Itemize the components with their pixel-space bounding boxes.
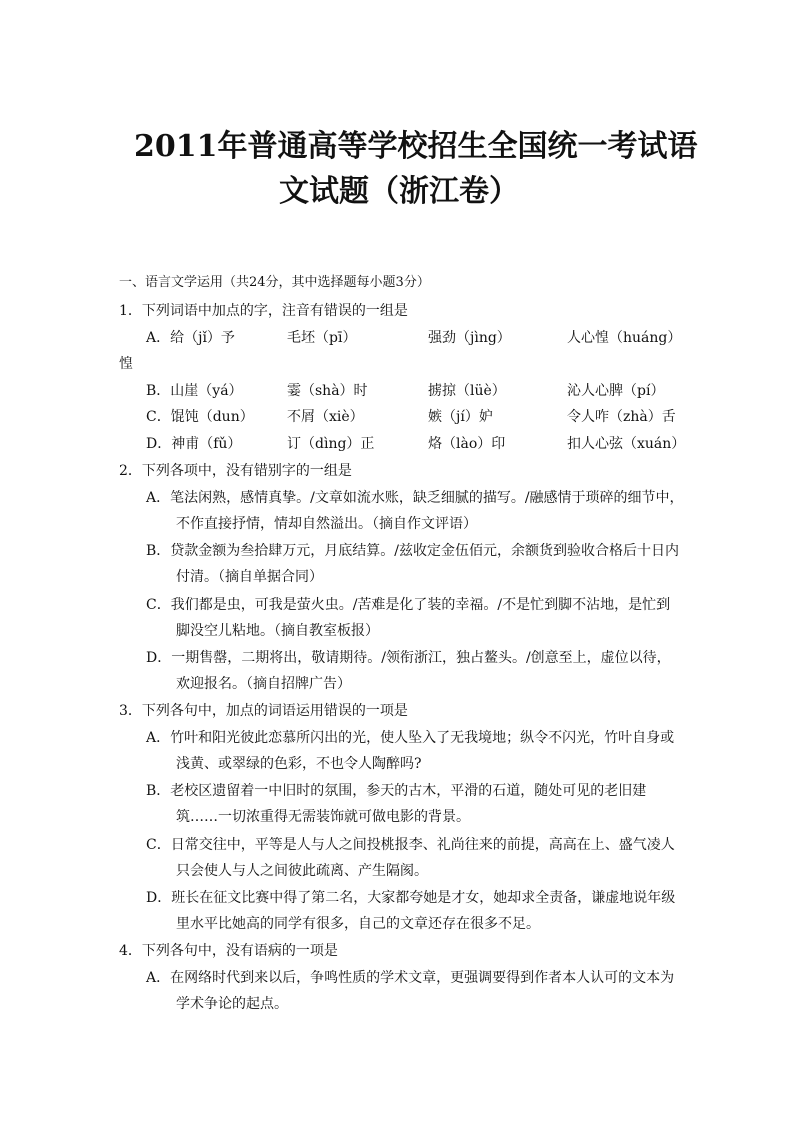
q3-option-a-cont: 浅黄、或翠绿的色彩，不也令人陶醉吗? bbox=[176, 756, 422, 772]
q3-option-b-cont: 筑……一切浓重得无需装饰就可做电影的背景。 bbox=[176, 809, 470, 825]
q1-option-d-item-3: 烙（lào）印 bbox=[428, 436, 506, 452]
q1-option-a-item-4: 人心惶（huáng） bbox=[567, 330, 682, 346]
q1-option-b-item-2: 霎（shà）时 bbox=[287, 383, 368, 399]
q4-option-a: A．在网络时代到来以后，争鸣性质的学术文章，更强调要得到作者本人认可的文本为 bbox=[146, 970, 675, 986]
q3-option-d-cont: 里水平比她高的同学有很多，自己的文章还存在很多不足。 bbox=[176, 916, 540, 932]
q2-option-b-cont: 付清。（摘自单据合同） bbox=[176, 569, 323, 585]
q3-option-c-cont: 只会使人与人之间彼此疏离、产生隔阂。 bbox=[176, 863, 428, 879]
q3-option-a: A．竹叶和阳光彼此恋慕所闪出的光，使人坠入了无我境地；纵令不闪光，竹叶自身或 bbox=[146, 730, 675, 746]
q1-option-d-item-4: 扣人心弦（xuán） bbox=[567, 436, 686, 452]
section-heading: 一、语言文学运用（共24分，其中选择题每小题3分） bbox=[119, 275, 430, 290]
q2-option-a: A．笔法闲熟，感情真挚。/文章如流水账，缺乏细腻的描写。/融感情于琐碎的细节中， bbox=[146, 490, 684, 506]
q1-option-c-item-3: 嫉（jí）妒 bbox=[428, 409, 493, 425]
q1-option-b-item-4: 沁人心脾（pí） bbox=[567, 383, 665, 399]
q1-option-a-item-1: A．给（jǐ）予 bbox=[146, 330, 235, 346]
q3-option-b: B．老校区遗留着一中旧时的氛围，参天的古木，平滑的石道，随处可见的老旧建 bbox=[146, 783, 647, 799]
question-1-stem: 1．下列词语中加点的字，注音有错误的一组是 bbox=[119, 303, 408, 319]
q1-option-a-item-2: 毛坯（pī） bbox=[287, 330, 357, 346]
q1-option-a-wrap: 惶 bbox=[119, 356, 133, 372]
question-2-stem: 2．下列各项中，没有错别字的一组是 bbox=[119, 463, 352, 479]
q1-option-b-item-3: 掳掠（lüè） bbox=[428, 383, 506, 399]
q4-option-a-cont: 学术争论的起点。 bbox=[176, 996, 288, 1012]
q2-option-d-cont: 欢迎报名。（摘自招牌广告） bbox=[176, 676, 351, 692]
question-3-stem: 3．下列各句中，加点的词语运用错误的一项是 bbox=[119, 703, 408, 719]
q1-option-c-item-1: C．馄饨（dun） bbox=[146, 409, 254, 425]
page-title-line-1: 2011年普通高等学校招生全国统一考试语 bbox=[134, 129, 698, 164]
q2-option-b: B．贷款金额为叁拾肆万元，月底结算。/兹收定金伍佰元，余额货到验收合格后十日内 bbox=[146, 543, 680, 559]
q2-option-a-cont: 不作直接抒情，情却自然溢出。（摘自作文评语） bbox=[176, 516, 477, 532]
q1-option-d-item-1: D．神甫（fǔ） bbox=[146, 436, 242, 452]
q1-option-a-item-3: 强劲（jìng） bbox=[428, 330, 511, 346]
q1-option-d-item-2: 订（dìng）正 bbox=[287, 436, 375, 452]
q2-option-c-cont: 脚没空儿粘地。（摘自教室板报） bbox=[176, 623, 379, 639]
q1-option-b-item-1: B．山崖（yá） bbox=[146, 383, 243, 399]
q1-option-c-item-2: 不屑（xiè） bbox=[287, 409, 364, 425]
q2-option-c: C．我们都是虫，可我是萤火虫。/苦难是化了装的幸福。/不是忙到脚不沾地，是忙到 bbox=[146, 597, 671, 613]
page-title-line-2: 文试题（浙江卷） bbox=[279, 174, 519, 209]
q3-option-d: D．班长在征文比赛中得了第二名，大家都夸她是才女，她却求全责备，谦虚地说年级 bbox=[146, 890, 676, 906]
question-4-stem: 4．下列各句中，没有语病的一项是 bbox=[119, 943, 338, 959]
q3-option-c: C．日常交往中，平等是人与人之间投桃报李、礼尚往来的前提，高高在上、盛气凌人 bbox=[146, 837, 675, 853]
q1-option-c-item-4: 令人咋（zhà）舌 bbox=[567, 409, 676, 425]
q2-option-d: D．一期售罄，二期将出，敬请期待。/领衔浙江，独占鳌头。/创意至上，虚位以待， bbox=[146, 650, 671, 666]
